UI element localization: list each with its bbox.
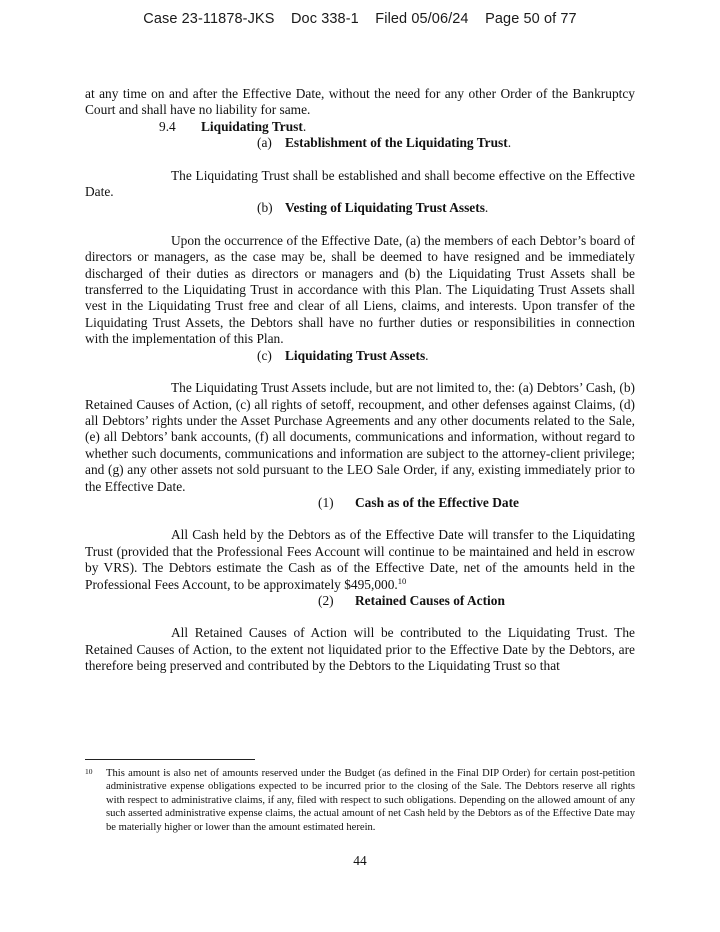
section-9-4-heading: 9.4 Liquidating Trust. [159, 118, 307, 134]
page-number: 44 [353, 853, 367, 868]
item-2-heading [85, 593, 635, 609]
paragraph-retained-causes: All Retained Causes of Action will be contributed to the Liquidating Trust. The Retained Causes of Action, to the extent not liquidated prior to the Effective Date by the Debtors, are therefore being preserved and contributed by the Debtors to the Liquidating Trust so that [85, 625, 635, 674]
item-title: Cash as of the Effective Date [355, 494, 519, 510]
footnote-mark: 10 [85, 767, 93, 776]
section-title: Liquidating Trust [201, 118, 303, 134]
footnote-reference[interactable]: 10 [397, 575, 407, 586]
case-header: Case 23-11878-JKS Doc 338-1 Filed 05/06/24 Page 50 of 77 [143, 11, 577, 27]
footnote-divider [85, 759, 255, 760]
subsection-number: (c) [257, 347, 272, 363]
footnote-10 [85, 767, 635, 834]
paragraph-establishment: The Liquidating Trust shall be established and shall become effective on the Effective Date. [85, 167, 635, 200]
paragraph-cash-text: All Cash held by the Debtors as of the Effective Date will transfer to the Liquidating Trust (provided that the Professional Fees Account will continue to be maintained and held in escrow by VRS). The Debtors estimate the Cash as of the Effective Date, net of the amounts held in the Professional Fees Account, to be approximately $495,000. [85, 527, 635, 592]
paragraph-trust-assets: The Liquidating Trust Assets include, but are not limited to, the: (a) Debtors’ Cash, (b) Retained Causes of Action, (c) all rights of setoff, recoupment, and other defenses against Claims, (d) all Debtors’ rights under the Asset Purchase Agreements and any other documents related to the Sale, (e) all Debtors’ bank accounts, (f) all documents, communications and information, without regard to whether such documents, communications and information are subject to the attorney-client privilege; and (g) any other assets not sold pursuant to the LEO Sale Order, if any, existing immediately prior to the Effective Date. [85, 380, 635, 494]
item-title: Retained Causes of Action [355, 592, 505, 608]
subsection-title: Vesting of Liquidating Trust Assets [285, 200, 485, 216]
subsection-b-heading: (b) Vesting of Liquidating Trust Assets. [257, 200, 489, 216]
subsection-title: Liquidating Trust Assets [285, 347, 426, 363]
section-number: 9.4 [159, 118, 176, 134]
paragraph-continuation: at any time on and after the Effective Date, without the need for any other Order of the Bankruptcy Court and shall have no liability for same. [85, 86, 635, 118]
paragraph-vesting: Upon the occurrence of the Effective Date, (a) the members of each Debtor’s board of directors or managers, as the case may be, shall be deemed to have resigned and be immediately discharged of their duties as directors or managers and (b) the Liquidating Trust Assets shall be transferred to the Liquidating Trust in accordance with this Plan. The Liquidating Trust Assets shall vest in the Liquidating Trust free and clear of all Liens, claims, and interests. Upon transfer of the Liquidating Trust Assets, the Debtors shall have no further duties or responsibilities in connection with the implementation of this Plan. [85, 232, 635, 347]
paragraph-cash [85, 527, 635, 593]
item-number: (1) [318, 494, 334, 510]
document-body [85, 86, 635, 675]
subsection-c-heading: (c) Liquidating Trust Assets. [257, 347, 429, 363]
subsection-title: Establishment of the Liquidating Trust [285, 135, 508, 151]
item-1-heading [85, 495, 635, 511]
footnote-text: This amount is also net of amounts reserved under the Budget (as defined in the Final DIP Order) for certain post-petition administrative expense obligations expected to be incurred prior to the closing of the Sale. The Debtors reserve all rights with respect to administrative claims, if any, filed with respect to such obligations. Depending on the allowed amount of any such asserted administrative expense claims, the actual amount of net Cash held by the Debtors as of the Effective Date may be materially higher or lower than the amount estimated herein. [106, 768, 635, 833]
subsection-number: (a) [257, 135, 272, 151]
item-number: (2) [318, 592, 334, 608]
subsection-a-heading: (a) Establishment of the Liquidating Trust. [257, 135, 512, 151]
subsection-number: (b) [257, 200, 273, 216]
